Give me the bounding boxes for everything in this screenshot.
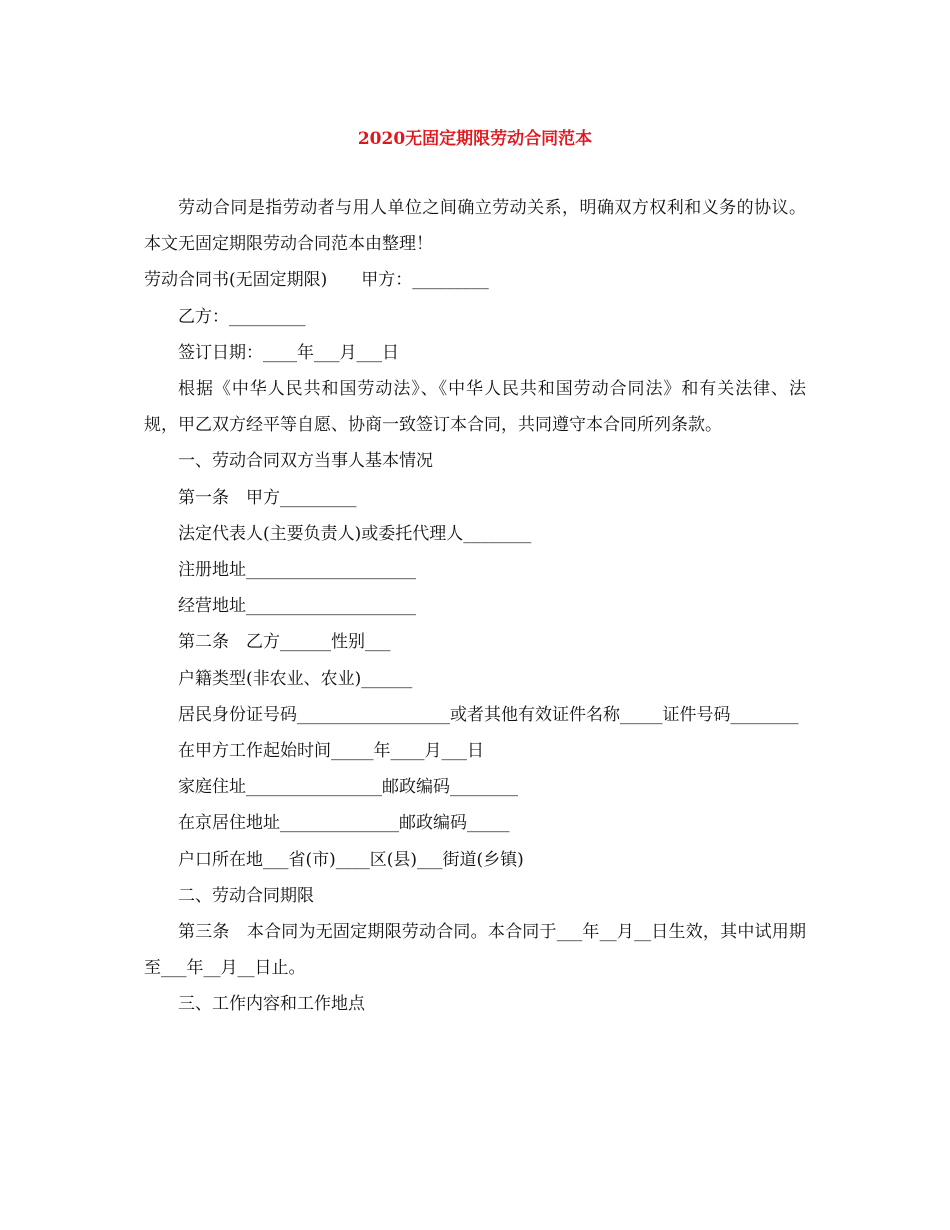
article-3-paragraph: 第三条 本合同为无固定期限劳动合同。本合同于___年__月__日生效，其中试用期至___年__月__日止。: [144, 922, 806, 979]
signing-date-line: 签订日期：____年___月___日: [178, 342, 399, 363]
registered-address-line: 注册地址____________________: [178, 560, 416, 581]
household-type-line: 户籍类型(非农业、农业)______: [178, 668, 413, 689]
legal-representative-line: 法定代表人(主要负责人)或委托代理人________: [178, 523, 532, 544]
contract-book-line: 劳动合同书(无固定期限) 甲方：_________: [144, 270, 489, 291]
article-1-line: 第一条 甲方_________: [178, 487, 357, 508]
document-title: 2020无固定期限劳动合同范本: [357, 129, 593, 149]
document-body: [144, 190, 806, 1023]
party-b-line: 乙方：_________: [178, 306, 306, 327]
article-2-line: 第二条 乙方______性别___: [178, 632, 391, 653]
legal-basis-paragraph: 根据《中华人民共和国劳动法》、《中华人民共和国劳动合同法》和有关法律、法规，甲乙双方经平等自愿、协商一致签订本合同，共同遵守本合同所列条款。: [144, 379, 806, 436]
intro-paragraph: 劳动合同是指劳动者与用人单位之间确立劳动关系，明确双方权利和义务的协议。本文无固定期限劳动合同范本由整理！: [144, 198, 806, 255]
business-address-line: 经营地址____________________: [178, 596, 416, 617]
beijing-address-line: 在京居住地址______________邮政编码_____: [178, 813, 510, 834]
start-date-line: 在甲方工作起始时间_____年____月___日: [178, 741, 484, 762]
household-location-line: 户口所在地___省(市)____区(县)___街道(乡镇): [178, 849, 524, 870]
section-heading-2: 二、劳动合同期限: [178, 885, 314, 906]
id-number-paragraph: 居民身份证号码__________________或者其他有效证件名称_____证件号码________: [178, 704, 799, 725]
section-heading-1: 一、劳动合同双方当事人基本情况: [178, 451, 433, 472]
home-address-line: 家庭住址________________邮政编码________: [178, 777, 518, 798]
section-heading-3: 三、工作内容和工作地点: [178, 994, 365, 1015]
